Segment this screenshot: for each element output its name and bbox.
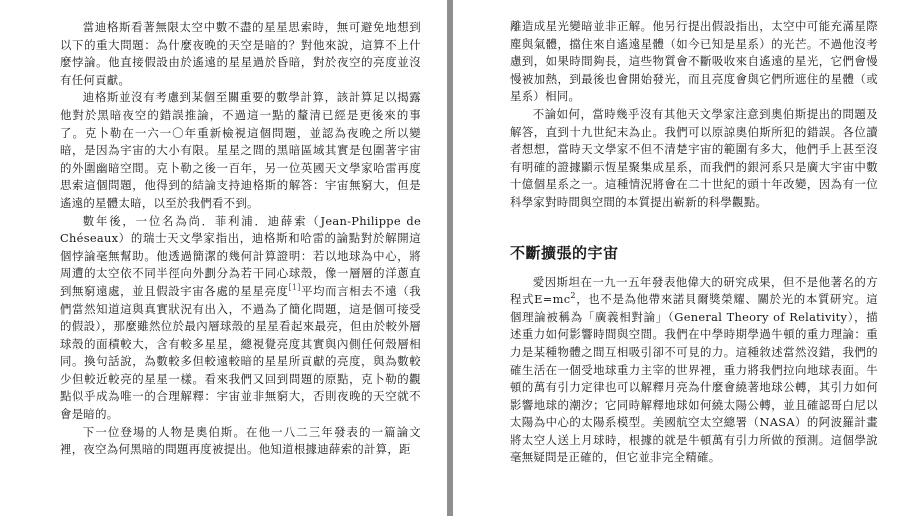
footnote-marker[interactable]: [1]: [288, 283, 301, 293]
paragraph: 迪格斯並沒有考慮到某個至關重要的數學計算，該計算足以揭露他對於黑暗夜空的錯誤推論，不過這一點的釐清已經是更後來的事了。克卜勒在一六一〇年重新檢視這個問題，並認為夜晚之所以變暗，是因為宇宙的大小有限。星星之間的黑暗區域其實是包圍著宇宙的外圍幽暗空間。克卜勒之後一百年，另一位英國天文學家哈雷再度思索這個問題，他得到的結論支持迪格斯的解答：宇宙無窮大，但是遙遠的星體太暗，以至於我們看不到。: [60, 90, 421, 210]
superscript: 2: [570, 291, 576, 301]
paragraph: 下一位登場的人物是奧伯斯。在他一八二三年發表的一篇論文裡，夜空為何黑暗的問題再度被提出。他知道根據迪薛索的計算，距: [60, 424, 421, 457]
section-heading: 不斷擴張的宇宙: [510, 243, 619, 262]
paragraph: [60, 213, 421, 424]
left-page: [0, 0, 447, 516]
right-page: [453, 0, 900, 516]
paragraph-text: 愛因斯坦在一九一五年發表他偉大的研究成果，但不是他著名的方程式E=mc: [510, 274, 878, 307]
paragraph: 不論如何，當時幾乎沒有其他天文學家注意到奧伯斯提出的問題及解答，直到十九世紀末為止。我們可以原諒奧伯斯所犯的錯誤。各位讀者想想，當時天文學家不但不清楚宇宙的範圍有多大，他們手上甚至沒有明確的證據顯示恆星聚集成星系，而我們的銀河系只是廣大宇宙中數十億個星系之一。這種情況將會在二十世紀的頭十年改變，因為有一位科學家對時間與空間的本質提出嶄新的科學觀點。: [510, 106, 878, 209]
paragraph-text: 平均而言相去不遠（我們當然知道這與真實狀況有出入，不過為了簡化問題，這是個可接受的假設），那麼雖然位於最內層球殼的星星看起來最亮，但由於較外層球殼的面積較大，含有較多星星，總視覺亮度其實與內側任何殼層相同。換句話說，為數較多但較遠較暗的星星所貢獻的亮度，與為數較少但較近較亮的星星一樣。看來我們又回到問題的原點，克卜勒的觀點似乎成為唯一的合理解釋：宇宙並非無窮大，否則夜晚的天空就不會是暗的。: [60, 283, 421, 422]
paragraph-text: ，也不是為他帶來諾貝爾獎榮耀、關於光的本質研究。這個理論被稱為「廣義相對論」（General Theory of Relativity），描述重力如何影響時間與空間。我們在中學時期學過牛頓的重力理論：重力是某種物體之間互相吸引卻不可見的力。這種敘述當然沒錯，我們的確生活在一個受地球重力主宰的世界裡，重力將我們拉向地球表面。牛頓的萬有引力定律也可以解釋月亮為什麼會繞著地球公轉，其引力如何影響地球的潮汐；它同時解釋地球如何繞太陽公轉，並且確認哥白尼以太陽為中心的太陽系模型。美國航空太空總署（NASA）的阿波羅計畫將太空人送上月球時，根據的就是牛頓萬有引力所做的預測。這個學說毫無疑問是正確的，但它並非完全精確。: [510, 292, 878, 465]
paragraph: 當迪格斯看著無限太空中數不盡的星星思索時，無可避免地想到以下的重大問題：為什麼夜晚的天空是暗的？對他來說，這算不上什麼悖論。他直接假設由於遙遠的星星過於昏暗，對於夜空的亮度並沒有任何貢獻。: [60, 20, 421, 87]
paragraph-text: 數年後，一位名為尚．菲利浦．迪薛索（Jean-Philippe de Chéseaux）的瑞士天文學家指出，迪格斯和哈雷的論點對於解開這個悖論毫無幫助。他透過簡潔的幾何計算證明：若以地球為中心，將周遭的太空依不同半徑向外劃分為若干同心球殼，像一層層的洋蔥直到無窮遠處，並且假設宇宙各處的星星亮度: [60, 213, 421, 298]
paragraph: [510, 274, 878, 468]
paragraph: 離造成星光變暗並非正解。他另行提出假設指出，太空中可能充滿星際塵與氣體，擋住來自遙遠星體（如今已知是星系）的光芒。不過他沒考慮到，如果時間夠長，這些物質會不斷吸收來自遙遠的星光，它們會慢慢被加熱，到最後也會開始發光，而且亮度會與它們所遮住的星體（或星系）相同。: [510, 19, 878, 104]
